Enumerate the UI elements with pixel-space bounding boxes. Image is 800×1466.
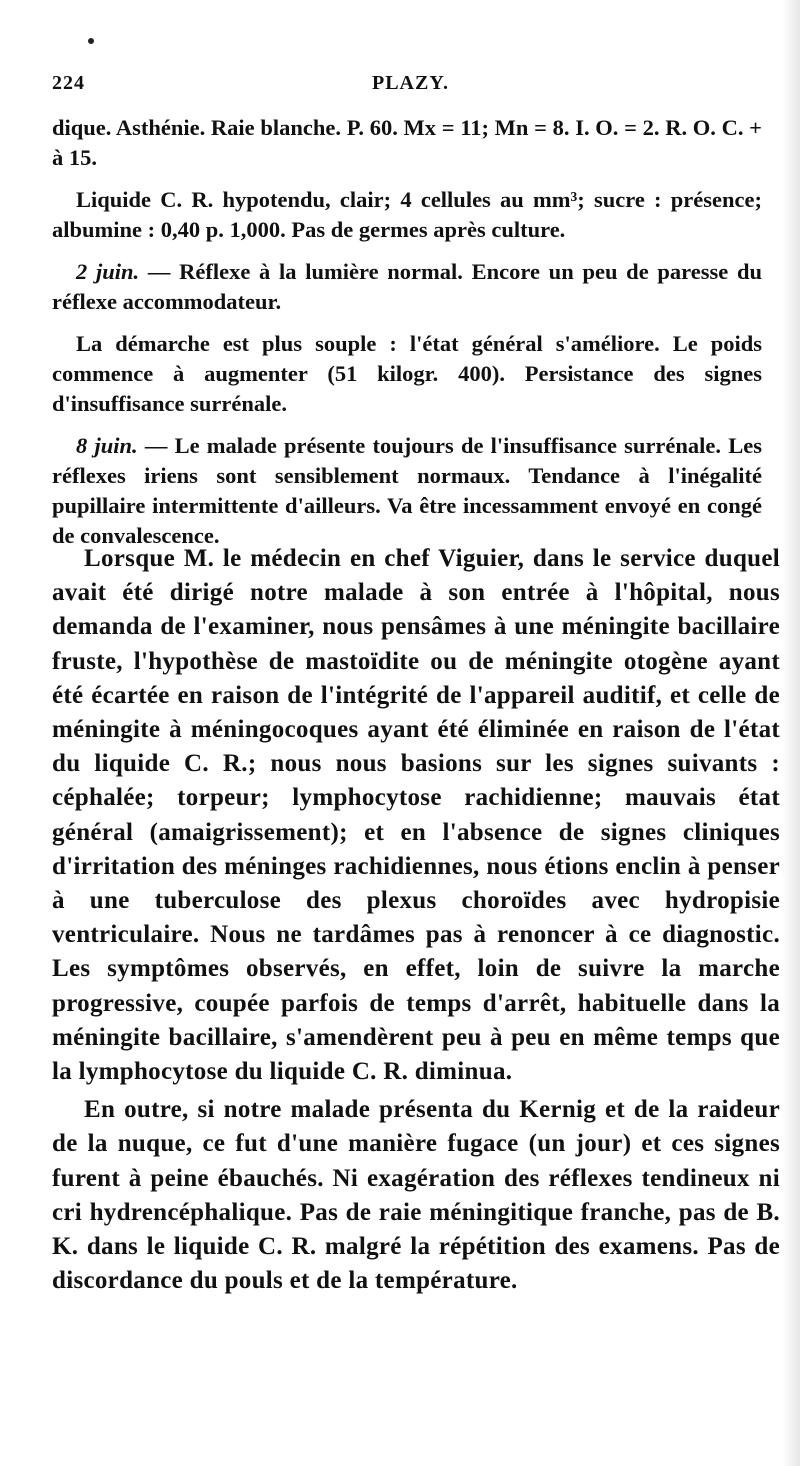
notes-paragraph-1: dique. Asthénie. Raie blanche. P. 60. Mx = 11; Mn = 8. I. O. = 2. R. O. C. + à 15.: [52, 115, 762, 170]
notes-paragraph-3: [52, 257, 762, 317]
page-header: [52, 72, 762, 100]
scan-edge-shadow: [782, 0, 800, 1466]
entry-text: — Réflexe à la lumière normal. Encore un peu de paresse du réflexe accommodateur.: [52, 259, 762, 314]
notes-paragraph-2: Liquide C. R. hypotendu, clair; 4 cellules au mm³; sucre : présence; albumine : 0,40 p. 1,000. Pas de germes après culture.: [52, 187, 762, 242]
entry-date: 2 juin.: [76, 259, 140, 284]
body-paragraph-2: En outre, si notre malade présenta du Kernig et de la raideur de la nuque, ce fut d'une manière fugace (un jour) et ces signes furent à peine ébauchés. Ni exagération des réflexes tendineux ni cri hydrencéphalique. Pas de raie méningitique franche, pas de B. K. dans le liquide C. R. malgré la répétition des examens. Pas de discordance du pouls et de la température.: [52, 1096, 780, 1295]
notes-paragraph-4: La démarche est plus souple : l'état général s'améliore. Le poids commence à augmenter (51 kilogr. 400). Persistance des signes d'insuffisance surrénale.: [52, 331, 762, 416]
clinical-notes: [52, 113, 762, 563]
ink-speck: [88, 38, 94, 44]
discussion-text: [52, 542, 780, 1302]
entry-text: — Le malade présente toujours de l'insuffisance surrénale. Les réflexes iriens sont sensiblement normaux. Tendance à l'inégalité pupillaire intermittente d'ailleurs. Va être incessamment envoyé en congé de convalescence.: [52, 433, 763, 548]
body-paragraph-1: Lorsque M. le médecin en chef Viguier, dans le service duquel avait été dirigé notre malade à son entrée à l'hôpital, nous demanda de l'examiner, nous pensâmes à une méningite bacillaire fruste, l'hypothèse de mastoïdite ou de méningite otogène ayant été écartée en raison de l'intégrité de l'appareil auditif, et celle de méningite à méningocoques ayant été éliminée en raison de l'état du liquide C. R.; nous nous basions sur les signes suivants : céphalée; torpeur; lymphocytose rachidienne; mauvais état général (amaigrissement); et en l'absence de signes cliniques d'irritation des méninges rachidiennes, nous étions enclin à penser à une tuberculose des plexus choroïdes avec hydropisie ventriculaire. Nous ne tardâmes pas à renoncer à ce diagnostic. Les symptômes observés, en effet, loin de suivre la marche progressive, coupée parfois de temps d'arrêt, habituelle dans la méningite bacillaire, s'amendèrent peu à peu en même temps que la lymphocytose du liquide C. R. diminua.: [52, 545, 780, 1086]
page-number: 224: [52, 72, 85, 94]
running-head: PLAZY.: [372, 72, 449, 94]
notes-paragraph-5: [52, 431, 762, 551]
entry-date: 8 juin.: [76, 433, 138, 458]
